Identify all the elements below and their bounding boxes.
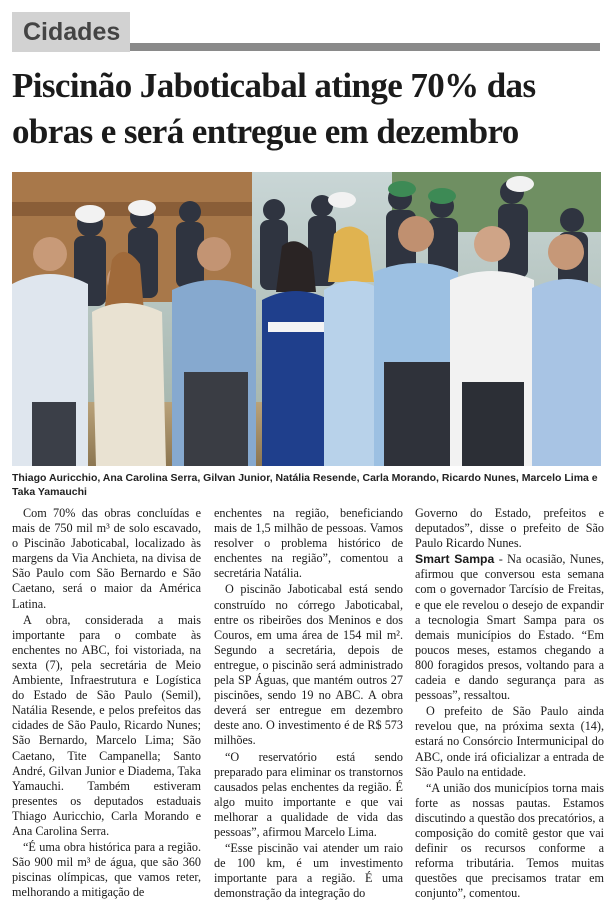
paragraph: Com 70% das obras concluídas e mais de 750 mil m³ de solo escavado, o Piscinão Jaboticabal, localizado às margens da Via Anchieta, na divisa de São Paulo com São Bernardo e São Caetano, será o maior da América Latina.: [12, 506, 201, 611]
paragraph: Governo do Estado, prefeitos e deputados”, disse o prefeito de São Paulo Ricardo Nunes.: [415, 506, 604, 551]
paragraph: “Esse piscinão vai atender um raio de 100 km, é um investimento importante para a região. É uma demonstração da integração do: [214, 841, 403, 901]
headline: [12, 63, 602, 155]
paragraph: “É uma obra histórica para a região. São 900 mil m³ de água, que são 360 piscinas olímpicas, que vamos reter, melhorando a mitigação de: [12, 840, 201, 900]
paragraph: “O reservatório está sendo preparado para eliminar os transtornos causados pelas enchentes da região. É algo muito importante e que vai melhorar a qualidade de vida das pessoas”, afirmou Marcelo Lima.: [214, 749, 403, 839]
headline-line-1: Piscinão Jaboticabal atinge 70% das: [12, 66, 536, 105]
headline-line-2: obras e será entregue em dezembro: [12, 112, 519, 151]
section-tag: Cidades: [12, 12, 130, 52]
paragraph: A obra, considerada a mais importante para o combate às enchentes no ABC, foi vistoriada, na sexta (7), pela secretária de Meio Ambiente, Infraestrutura e Logística do Estado de São Paulo (Semil), Natália Resende, e pelos prefeitos das cidades de São Paulo, Ricardo Nunes; São Bernardo, Marcelo Lima; São Caetano, Tite Campanella; Santo André, Gilvan Junior e Diadema, Taka Yamauchi. Também estiveram presentes os deputados estaduais Thiago Auricchio, Carla Morando e Ana Carolina Serra.: [12, 612, 201, 838]
article-column-3: [415, 506, 604, 920]
paragraph: “A união dos municípios torna mais forte as nossas pautas. Estamos discutindo a questão dos precatórios, a composição do comitê gestor que vai definir os recursos conforme a reforma tributária. Temos muitas questões que precisamos tratar em conjunto”, comentou.: [415, 780, 604, 901]
news-photo: [12, 172, 601, 466]
article-column-2: [214, 506, 403, 920]
paragraph: enchentes na região, beneficiando mais de 1,5 milhão de pessoas. Vamos resolver o problema histórico de enchentes na região”, comentou a secretária Natália.: [214, 506, 403, 581]
article-body: [12, 506, 604, 920]
article-column-1: [12, 506, 201, 920]
section-rule: [130, 43, 600, 51]
subheading-smart-sampa: Smart Sampa: [415, 552, 495, 567]
paragraph-text: - Na ocasião, Nunes, afirmou que conversou esta semana com o governador Tarcísio de Freitas, e que ele revelou o desejo de expandir a tecnologia Smart Sampa para os demais municípios do Estado. “Em poucos meses, estamos chegando a 800 foragidos presos, voltando para a cadeia e dando segurança para as pessoas”, ressaltou.: [415, 552, 604, 703]
group-photo-illustration: [12, 172, 601, 466]
paragraph: [415, 552, 604, 703]
paragraph: O prefeito de São Paulo ainda revelou que, na próxima sexta (14), estará no Consórcio Intermunicipal do ABC, onde irá oficializar a entrada de São Paulo na entidade.: [415, 704, 604, 779]
paragraph: O piscinão Jaboticabal está sendo construído no córrego Jaboticabal, entre os ribeirões dos Meninos e dos Couros, em uma área de 154 mil m². Segundo a secretária, depois de entregue, o piscinão será administrado pela SP Águas, que mantém outros 27 piscinões, sendo 19 no ABC. A obra deverá ser entregue em dezembro deste ano. O investimento é de R$ 573 milhões.: [214, 582, 403, 748]
photo-caption: Thiago Auricchio, Ana Carolina Serra, Gilvan Junior, Natália Resende, Carla Morando, Ricardo Nunes, Marcelo Lima e Taka Yamauchi: [12, 472, 598, 498]
